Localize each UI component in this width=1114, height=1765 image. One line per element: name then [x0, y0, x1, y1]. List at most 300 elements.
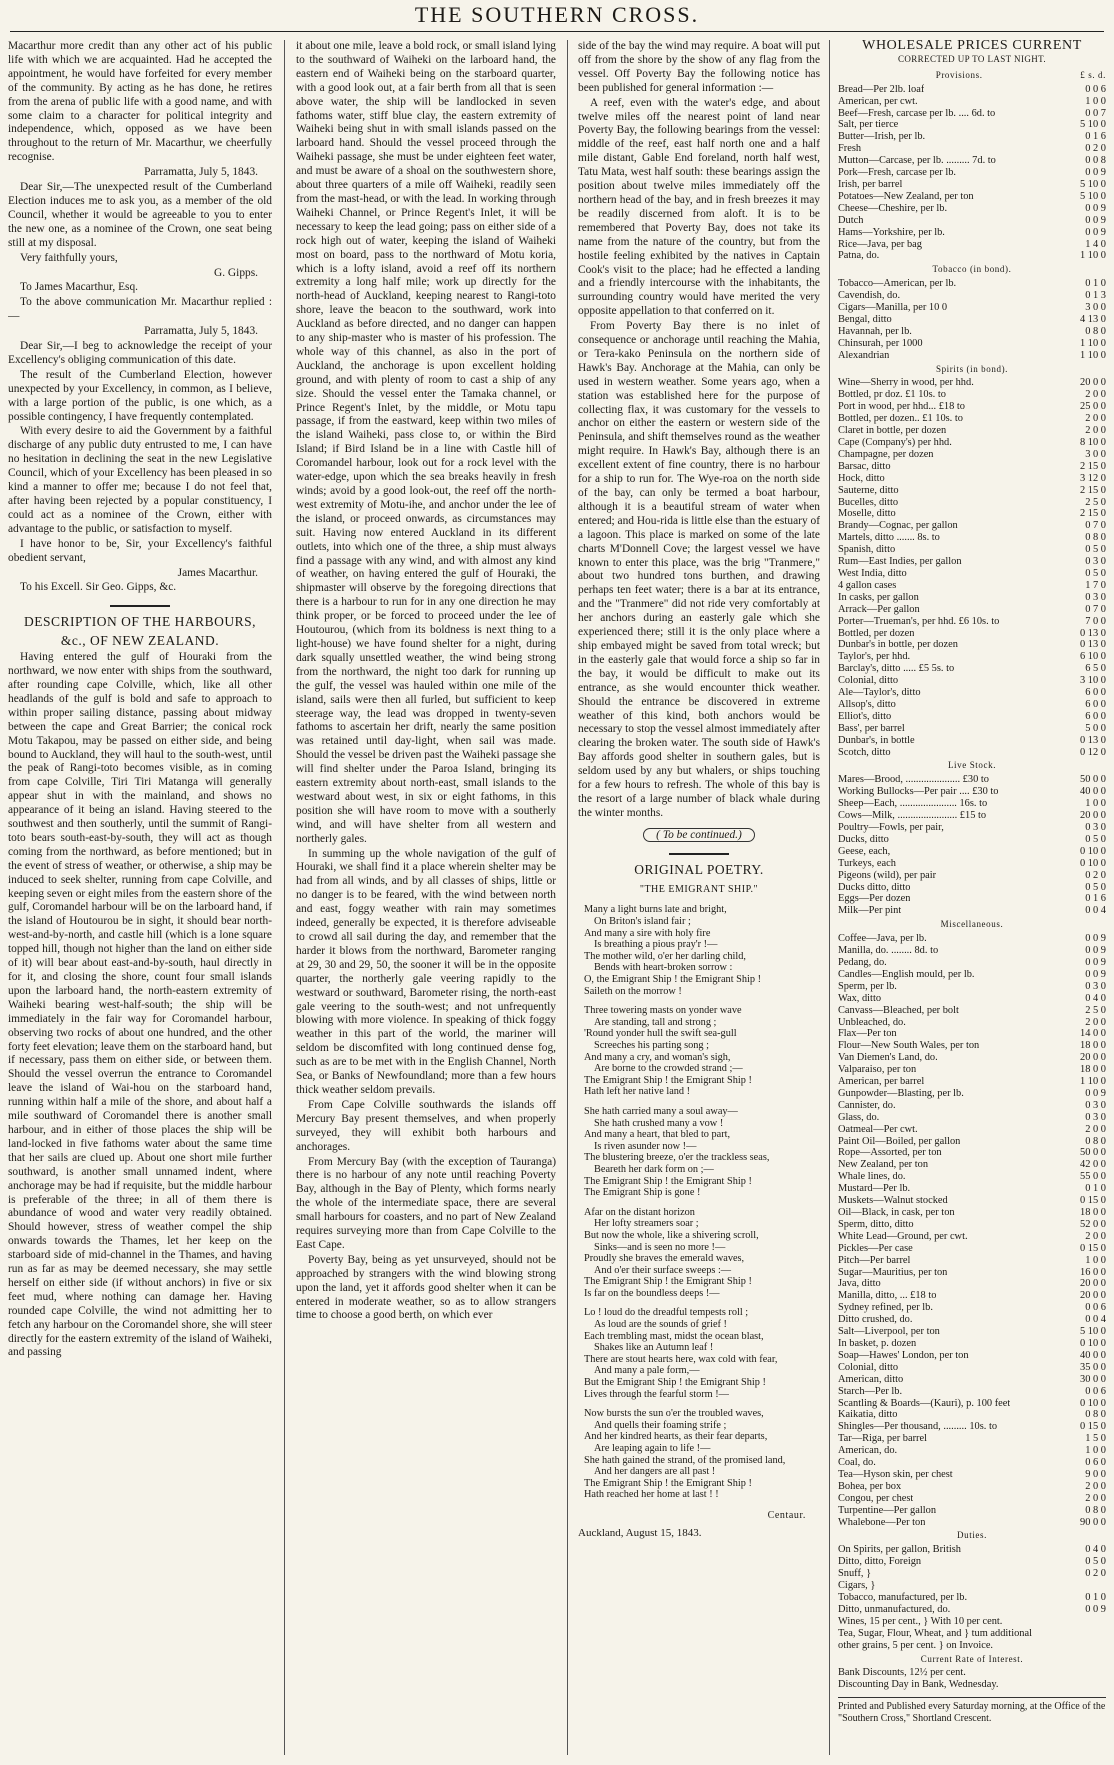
- price-value: 0 3 0: [1085, 1099, 1106, 1111]
- column-divider: [284, 40, 285, 1755]
- price-row: [838, 1493, 1106, 1505]
- price-row: [838, 473, 1106, 485]
- poem-line: She hath gained the strand, of the promised land,: [584, 1454, 786, 1466]
- price-item: other grains, 5 per cent. } on Invoice.: [838, 1639, 994, 1651]
- poem-line: Hath left her native land !: [584, 1086, 691, 1098]
- price-item: Patna, do.: [838, 250, 880, 262]
- price-value: 0 0 8: [1085, 155, 1106, 167]
- price-value: 20 0 0: [1080, 1278, 1106, 1290]
- price-row: [838, 425, 1106, 437]
- poem-line: And many a pale form,—: [594, 1365, 700, 1377]
- price-item: Glass, do.: [838, 1111, 880, 1123]
- price-value: 0 3 0: [1085, 980, 1106, 992]
- section-duties: Duties.: [957, 1530, 987, 1541]
- price-item: Whalebone—Per ton: [838, 1516, 926, 1528]
- price-value: 1 0 0: [1085, 798, 1106, 810]
- price-row: [838, 1556, 1106, 1568]
- price-item: Candles—English mould, per lb.: [838, 968, 975, 980]
- price-row: [838, 1517, 1106, 1529]
- price-value: 0 2 0: [1085, 869, 1106, 881]
- price-row: [838, 302, 1106, 314]
- price-value: 0 1 0: [1085, 1183, 1106, 1195]
- price-row: [838, 1112, 1106, 1124]
- poem-line: There are stout hearts here, wax cold with fear,: [584, 1353, 778, 1365]
- price-item: Tobacco, manufactured, per lb.: [838, 1592, 968, 1603]
- price-row: [838, 544, 1106, 556]
- price-row: [838, 893, 1106, 905]
- price-value: 0 0 9: [1085, 214, 1106, 226]
- letter-closing: Very faithfully yours,: [20, 251, 118, 264]
- price-value: 0 0 9: [1085, 968, 1106, 980]
- price-row: [838, 227, 1106, 239]
- price-row: [838, 639, 1106, 651]
- price-item: Shingles—Per thousand, ......... 10s. to: [838, 1421, 998, 1433]
- article-subheading: &c., OF NEW ZEALAND.: [60, 633, 220, 649]
- price-value: 2 0 0: [1085, 425, 1106, 437]
- price-row: [838, 1100, 1106, 1112]
- interest-line: Bank Discounts, 12½ per cent.: [838, 1667, 966, 1679]
- price-item: Beef—Fresh, carcase per lb. .... 6d. to: [838, 107, 996, 119]
- price-item: Bottled, per dozen.. £1 10s. to: [838, 413, 963, 425]
- price-value: 1 10 0: [1080, 349, 1106, 361]
- price-item: In casks, per gallon: [838, 591, 919, 603]
- price-item: Valparaiso, per ton: [838, 1064, 917, 1076]
- price-row: [838, 1207, 1106, 1219]
- price-item: Chinsurah, per 1000: [838, 337, 923, 349]
- price-item: Tea, Sugar, Flour, Wheat, and } tum additional: [838, 1627, 1032, 1639]
- price-value: [1102, 1616, 1106, 1628]
- price-item: Congou, per chest: [838, 1492, 914, 1504]
- price-item: American, per cwt.: [838, 95, 918, 107]
- poem-line: The Emigrant Ship is gone !: [584, 1187, 701, 1199]
- price-value: 0 5 0: [1085, 567, 1106, 579]
- price-value: 0 2 0: [1085, 143, 1106, 155]
- price-row: [838, 239, 1106, 251]
- poem-dateline: Auckland, August 15, 1843.: [578, 1526, 702, 1539]
- letter-paragraph: Dear Sir,—I beg to acknowledge the receipt of your Excellency's obliging communication of this date.: [8, 340, 272, 366]
- price-item: Geese, each,: [838, 845, 891, 857]
- poem-stanza: [578, 1005, 820, 1098]
- price-row: [838, 663, 1106, 675]
- price-row: [838, 215, 1106, 227]
- price-row: [838, 1183, 1106, 1195]
- price-value: 6 0 0: [1085, 698, 1106, 710]
- price-list: [838, 278, 1106, 361]
- price-item: Muskets—Walnut stocked: [838, 1195, 948, 1207]
- price-value: 0 2 0: [1085, 1568, 1106, 1580]
- column-3: [578, 40, 820, 1760]
- price-row: [838, 1088, 1106, 1100]
- imprint-footer: Printed and Published every Saturday morning, at the Office of the "Southern Cross," Shortland Crescent.: [838, 1697, 1106, 1724]
- price-item: Alexandrian: [838, 349, 890, 361]
- price-value: 35 0 0: [1080, 1361, 1106, 1373]
- poem-line: Bends with heart-broken sorrow :: [594, 962, 733, 974]
- price-value: 9 0 0: [1085, 1468, 1106, 1480]
- price-item: White Lead—Ground, per cwt.: [838, 1230, 968, 1242]
- poem-line: Is riven asunder now !—: [594, 1140, 697, 1152]
- price-item: Spanish, ditto: [838, 544, 896, 556]
- poem-stanza: [578, 904, 820, 997]
- price-row: [838, 1124, 1106, 1136]
- price-value: 55 0 0: [1080, 1171, 1106, 1183]
- price-item: Cheese—Cheshire, per lb.: [838, 202, 948, 214]
- price-item: Scantling & Boards—(Kauri), p. 100 feet: [838, 1397, 1011, 1409]
- poem-stanza: [578, 1207, 820, 1300]
- price-item: Snuff, }: [838, 1568, 872, 1580]
- price-item: Bucelles, ditto: [838, 496, 899, 508]
- price-item: Bottled, pr doz. £1 10s. to: [838, 389, 946, 401]
- price-item: Hock, ditto: [838, 472, 885, 484]
- article-paragraph: it about one mile, leave a bold rock, or small island lying to the southward of Waiheki on the larboard hand, the eastern end of Waiheki being on the starboard quarter, with a good look out, at a fair berth from all that is seen above water, the ship will be landlocked in seven fathoms water, stiff blue clay, the eastern extremity of Waiheki being shut in with small islands passed on the larboard hand. Should the vessel proceed through the Waiheki passage, she must be under eighteen feet water, and must be aware of a shoal on the southwestern shore, about three quarters of a mile off Waiheki, readily seen from the mast-head, or with the lead. In working through Waiheki Channel, or Prince Regent's Inlet, it will be necessary to keep the lead going; pass on either side of a rock high out of water, keeping the island of Waiheki most on board, pass to the northward of Motu koria, which is a lofty island, avoid a reef off its northern extremity a long half mile; work up directly for the north-head of Auckland, keeping nearest to Rangi-toto shore, leave the beacon to the southward, work into Auckland as before directed, and no danger can happen to any ship-master who is master of his profession. The whole way of this channel, as also in the port of Auckland, the anchorage is upon excellent holding ground, and with plenty of room to cast a ship of any size. Should the vessel enter the Tamaka channel, or Prince Regent's Inlet, by the middle, or Motu tapu passage, if from the eastward, keep within two miles of the island Waiheki, pass close to, or within the Bird Island; if Bird Island be in a line with Castle hill of Coromandel harbour, look out for a rock level with the water-edge, upon which the sea breaks heavily in fresh winds; avoid by a good look-out, the reef off the north-west extremity of Motu-ihe, and anchor under the lee of the island, or proceed onwards, as circumstances may suit. Having now entered Auckland in its different outlets, into which one of the three, a ship must always find a passage with any wind, and with almost any kind of weather, on having entered the gulf of Houraki, the shipmaster will observe by the foregoing directions that there is a harbour to run for in any one direction he may think proper, or be forced to proceed under the lee of Houtourou, (which from its boldness is next thing to a light-house) we have found shelter for a night, during dark squally unsettled weather, the wind being strong from the northward, the night too dark for running up the gulf, the vessel was hauled within one mile of the island, sails were then all furled, but sufficient to keep steerage way, the lead was dropped in twenty-seven fathoms to ascertain her drift, nearly the same position was retained until day-light, when sail was made. Should the vessel be driven past the Waiheki passage she will find shelter under the Paroa Island, bringing its eastern extremity about north-east, small islands to the westward about west, in six or eight fathoms, in this position she will have room to move with a southerly wind, and will have shelter from all western and northerly gales.: [296, 40, 556, 845]
- price-value: 0 3 0: [1085, 591, 1106, 603]
- price-value: 40 0 0: [1080, 786, 1106, 798]
- masthead-rule: [10, 31, 1104, 32]
- masthead-title: THE SOUTHERN CROSS.: [414, 2, 700, 27]
- poem-title: "THE EMIGRANT SHIP.": [639, 883, 759, 895]
- price-value: [1102, 1628, 1106, 1640]
- price-value: 6 0 0: [1085, 687, 1106, 699]
- price-row: [838, 933, 1106, 945]
- article-paragraph: In summing up the whole navigation of the gulf of Houraki, we shall find it a place wherein shelter may be had from all winds, and by all classes of ships, little or no danger is to be feared, with the wind between north and east, foggy weather with rain may sometimes indeed, generally be expected, it is therefore adviseable to crowd all sail during the day, and remember that the harder it blows from the northward, Barometer ranging at 29, 30 and 29, 50, the sooner it will be in the opposite quarter, the northerly gale veering rapidly to the westward or southward, Barometer rising, the north-east gale veering to the south-west; and not unfrequently blowing with more violence. In speaking of thick foggy weather in this part of the world, the mariner will seldom be discomfited with long continued dense fog, such as are to be met with in the English Channel, North Sea, or Banks of Newfoundland; more than a few hours thick weather seldom prevails.: [296, 847, 556, 1096]
- price-value: 0 3 0: [1085, 1111, 1106, 1123]
- price-row: [838, 747, 1106, 759]
- price-item: Unbleached, do.: [838, 1016, 906, 1028]
- price-row: [838, 699, 1106, 711]
- price-value: 0 8 0: [1085, 1504, 1106, 1516]
- price-value: 0 1 3: [1085, 290, 1106, 302]
- price-row: [838, 449, 1106, 461]
- poem-signature: Centaur.: [767, 1509, 806, 1521]
- price-row: [838, 882, 1106, 894]
- price-item: Scotch, ditto: [838, 746, 891, 758]
- price-value: 18 0 0: [1080, 1040, 1106, 1052]
- price-value: 1 5 0: [1085, 1433, 1106, 1445]
- price-row: [838, 1195, 1106, 1207]
- price-row: [838, 628, 1106, 640]
- price-row: [838, 957, 1106, 969]
- price-value: 18 0 0: [1080, 1207, 1106, 1218]
- price-value: 0 5 0: [1085, 833, 1106, 845]
- price-value: 20 0 0: [1080, 810, 1106, 822]
- price-item: Hams—Yorkshire, per lb.: [838, 226, 945, 238]
- price-value: 16 0 0: [1080, 1266, 1106, 1278]
- price-item: Cigars, }: [838, 1580, 876, 1592]
- price-value: 2 15 0: [1080, 508, 1106, 520]
- price-item: Allsop's, ditto: [838, 698, 896, 710]
- article-paragraph: Poverty Bay, being as yet unsurveyed, should not be approached by strangers with the wind blowing strong upon the land, yet it affords good shelter when it can be entered in moderate weather, so as to allow strangers time to choose a good berth, on which ever: [296, 1253, 556, 1322]
- poetry-heading: ORIGINAL POETRY.: [634, 861, 764, 877]
- poem-line: And many a cry, and woman's sigh,: [584, 1051, 731, 1063]
- poem-line: Hath reached her home at last ! !: [584, 1489, 719, 1501]
- price-value: 0 10 0: [1080, 1397, 1106, 1409]
- price-value: 0 1 0: [1085, 278, 1106, 290]
- price-row: [838, 1544, 1106, 1556]
- price-item: Oil—Black, in cask, per ton: [838, 1207, 955, 1218]
- poem-stanza: [578, 1106, 820, 1199]
- price-value: [1102, 1640, 1106, 1652]
- poem-line: And many a heart, that bled to part,: [584, 1129, 731, 1141]
- price-value: 5 0 0: [1085, 722, 1106, 734]
- price-row: [838, 461, 1106, 473]
- price-row: [838, 1267, 1106, 1279]
- price-row: [838, 203, 1106, 215]
- price-value: [1102, 1580, 1106, 1592]
- price-item: Starch—Per lb.: [838, 1385, 903, 1397]
- price-item: Rice—Java, per bag: [838, 238, 922, 250]
- price-row: [838, 1017, 1106, 1029]
- poem-line: The Emigrant Ship ! the Emigrant Ship !: [584, 1477, 752, 1489]
- interest-line: Discounting Day in Bank, Wednesday.: [838, 1679, 999, 1691]
- price-value: 2 0 0: [1085, 1230, 1106, 1242]
- price-value: 40 0 0: [1080, 1349, 1106, 1361]
- prices-title: WHOLESALE PRICES CURRENT: [862, 40, 1082, 53]
- price-item: In basket, p. dozen: [838, 1337, 917, 1349]
- price-row: [838, 1433, 1106, 1445]
- price-value: 0 6 0: [1085, 1457, 1106, 1469]
- price-item: Manilla, do. ........ 8d. to: [838, 945, 939, 957]
- price-value: 2 0 0: [1085, 1123, 1106, 1135]
- price-item: Turkeys, each: [838, 857, 896, 869]
- price-list: [838, 377, 1106, 758]
- price-row: [838, 338, 1106, 350]
- price-value: 52 0 0: [1080, 1218, 1106, 1230]
- article-paragraph: From Mercury Bay (with the exception of Tauranga) there is no harbour of any note until reaching Poverty Bay, although in the Bay of Plenty, which forms nearly the whole of the intermediate space, there are several small harbours for coasters, and no part of New Zealand requires surveying more than from Cape Colville to the East Cape.: [296, 1155, 556, 1251]
- price-item: 4 gallon cases: [838, 579, 897, 591]
- price-list: [838, 84, 1106, 263]
- price-row: [838, 131, 1106, 143]
- price-row: [838, 798, 1106, 810]
- price-value: 5 10 0: [1080, 119, 1106, 131]
- letter-paragraph: The result of the Cumberland Election, however unexpected by your Excellency, in common, as I believe, with a large portion of the public, is one which, as a possible contingency, I have frequently contemplated.: [8, 368, 272, 423]
- price-value: 0 0 9: [1085, 226, 1106, 238]
- price-row: [838, 1350, 1106, 1362]
- poem-line: O, the Emigrant Ship ! the Emigrant Ship !: [584, 974, 762, 986]
- price-row: [838, 1469, 1106, 1481]
- poem-line: She hath carried many a soul away—: [584, 1105, 738, 1117]
- poem-line: As loud are the sounds of grief !: [594, 1319, 727, 1331]
- price-item: West India, ditto: [838, 567, 907, 579]
- price-row: [838, 556, 1106, 568]
- price-item: Turpentine—Per gallon: [838, 1504, 937, 1516]
- price-row: [838, 580, 1106, 592]
- letter-paragraph: I have honor to be, Sir, your Excellency's faithful obedient servant,: [8, 537, 272, 564]
- continued-notice: [578, 829, 820, 843]
- poem-line: Shakes like an Autumn leaf !: [594, 1342, 714, 1354]
- price-item: Bass', per barrel: [838, 722, 905, 734]
- price-value: 1 0 0: [1085, 1254, 1106, 1266]
- price-row: [838, 1231, 1106, 1243]
- price-value: 20 0 0: [1080, 1290, 1106, 1302]
- price-value: 30 0 0: [1080, 1373, 1106, 1385]
- price-row: [838, 108, 1106, 120]
- letter-signature: James Macarthur.: [177, 566, 258, 579]
- price-row: [838, 651, 1106, 663]
- letter-addressee: To James Macarthur, Esq.: [20, 281, 138, 294]
- column-divider: [567, 40, 568, 1755]
- price-row: [838, 1076, 1106, 1088]
- price-item: Pigeons (wild), per pair: [838, 869, 937, 881]
- price-row: [838, 350, 1106, 362]
- price-value: 42 0 0: [1080, 1159, 1106, 1171]
- price-list: [838, 1544, 1106, 1651]
- price-row: [838, 532, 1106, 544]
- price-row: [838, 1243, 1106, 1255]
- price-value: 0 0 9: [1085, 167, 1106, 179]
- price-item: American, do.: [838, 1445, 898, 1457]
- price-item: Pork—Fresh, carcase per lb.: [838, 167, 957, 179]
- price-row: [838, 1445, 1106, 1457]
- price-row: [838, 1580, 1106, 1592]
- price-row: [838, 1040, 1106, 1052]
- price-value: 8 10 0: [1080, 437, 1106, 448]
- price-item: Tobacco—American, per lb.: [838, 278, 957, 290]
- prices-current-column: [838, 40, 1106, 1760]
- price-value: 0 10 0: [1080, 1337, 1106, 1349]
- poem-line: 'Round yonder hull the swift sea-gull: [584, 1028, 737, 1040]
- article-heading: DESCRIPTION OF THE HARBOURS,: [23, 614, 257, 630]
- price-value: 3 0 0: [1085, 448, 1106, 460]
- price-value: 6 0 0: [1085, 710, 1106, 722]
- price-value: 0 0 9: [1085, 202, 1106, 214]
- poem-line: The blustering breeze, o'er the trackless seas,: [584, 1152, 770, 1164]
- price-row: [838, 945, 1106, 957]
- price-item: Mustard—Per lb.: [838, 1183, 911, 1195]
- price-row: [838, 1592, 1106, 1604]
- price-row: [838, 675, 1106, 687]
- price-row: [838, 508, 1106, 520]
- price-item: Gunpowder—Blasting, per lb.: [838, 1087, 964, 1099]
- price-value: 2 15 0: [1080, 460, 1106, 472]
- price-item: Paint Oil—Boiled, per gallon: [838, 1135, 961, 1147]
- price-value: 0 13 0: [1080, 627, 1106, 639]
- poem-line: But the Emigrant Ship ! the Emigrant Ship !: [584, 1377, 766, 1389]
- price-value: 0 15 0: [1080, 1242, 1106, 1254]
- price-row: [838, 1481, 1106, 1493]
- poem-line: And her kindred hearts, as their fear departs,: [584, 1431, 768, 1443]
- price-row: [838, 437, 1106, 449]
- price-row: [838, 616, 1106, 628]
- price-row: [838, 1398, 1106, 1410]
- poem-line: Afar on the distant horizon: [584, 1206, 695, 1218]
- price-row: [838, 191, 1106, 203]
- price-row: [838, 858, 1106, 870]
- price-row: [838, 993, 1106, 1005]
- poem-line: Her lofty streamers soar ;: [594, 1218, 699, 1230]
- price-item: Arrack—Per gallon: [838, 603, 920, 615]
- price-item: American, ditto: [838, 1373, 904, 1385]
- price-value: 0 0 9: [1085, 1087, 1106, 1099]
- poem-line: The mother wild, o'er her darling child,: [584, 950, 746, 962]
- price-value: 3 12 0: [1080, 472, 1106, 484]
- price-row: [838, 520, 1106, 532]
- article-paragraph: Having entered the gulf of Houraki from the northward, we now enter with ships from the southward, after rounding cape Colville, which, like all other headlands of the gulf is bold and safe to approach to within proper sailing distance, passing about midway between the cape and Great Barrier; the conical rock Motu Takapou, may be passed on either side, and being bound to Auckland, they will haul to the south-west, until the peak of Rangi-toto becomes visible, as in coming from cape Colville, Tiri Tiri Matanga will generally appear shut in with the mainland, and shows no appearance of it being an island. Having steered to the southwest and then southerly, until the summit of Rangi-toto bears south-east-by-south, they will act as though coming from the northward, as before mentioned; but in the event of stress of weather, or otherwise, a ship may be induced to seek shelter, running from cape Colville, and keeping seven or eight miles from the eastern shore of the gulf, Coromandel harbour will be on the larboard hand, if the island of Houtourou be in sight, it should bear north-west-and-by-north, and castle hill (which is a lone square topped hill, though not higher than the land on either side of it) will bear about east-and-by-south, haul directly in for it, and closing the shore, count four small islands upon the larboard hand, the north-eastern extremity of Waiheki bearing west-half-south; the ship will be immediately in the fair way for Coromandel harbour, observing two rocks of about one hundred, and the other forty feet elevation; leave them on the starboard hand, but if necessary, pass them on either side, or between them. Should the vessel overrun the entrance to Coromandel leave the island of Wai-hou on the starboard hand, running within half a mile of the shore, and about half a mile southward of Coromandel there is another small harbour, and in either of those places the ship will be land-locked in five fathoms water about the same time that her sails are clued up. About one short mile further southward, is another small unnamed indent, where anchorage may be had if requisite, but the middle harbour is preferable of the three; in all of them there is abundance of wood and water very readily obtained. Should however, stress of weather compel the ship onwards towards the Thames, let her keep on the starboard side of mid-channel in the Thames, and having run as far as may be deemed necessary, she may settle herself on either side (if without anchors) in five or six feet mud, where nothing can damage her. Having rounded cape Colville, the wind not admitting her to fetch any harbour on the Coromandel shore, she will steer directly for the eastern extremity of the island of Waiheki, and passing: [8, 651, 272, 1359]
- poem-line: On Briton's island fair ;: [594, 916, 691, 928]
- price-row: [838, 401, 1106, 413]
- price-row: [838, 278, 1106, 290]
- price-row: [838, 497, 1106, 509]
- price-item: Ale—Taylor's, ditto: [838, 687, 921, 699]
- article-paragraph: Macarthur more credit than any other act of his public life with which we are acquainted. Had he accepted the appointment, he would have forfeited for every member of the community. By acting as he has done, he retires from the arena of public life with a good name, and with some claim to a character for political integrity and independence, which, opposed as we have been throughout to the return of Mr. Macarthur, we cheerfully recognise.: [8, 40, 272, 164]
- price-item: Tar—Riga, per barrel: [838, 1433, 927, 1445]
- price-item: Coffee—Java, per lb.: [838, 933, 927, 945]
- price-item: Butter—Irish, per lb.: [838, 131, 926, 143]
- price-row: [838, 1568, 1106, 1580]
- price-item: Sugar—Mauritius, per ton: [838, 1266, 948, 1278]
- price-value: 90 0 0: [1080, 1516, 1106, 1528]
- price-item: Rum—East Indies, per gallon: [838, 556, 962, 568]
- price-row: [838, 1604, 1106, 1616]
- price-row: [838, 1640, 1106, 1652]
- price-value: 1 0 0: [1085, 95, 1106, 107]
- price-row: [838, 1616, 1106, 1628]
- price-item: New Zealand, per ton: [838, 1159, 929, 1171]
- section-rule: [669, 853, 729, 855]
- price-value: 0 0 9: [1085, 933, 1106, 945]
- price-item: Milk—Per pint: [838, 905, 902, 917]
- price-row: [838, 1219, 1106, 1231]
- price-item: Ditto, unmanufactured, do.: [838, 1603, 951, 1615]
- price-item: Kaikatia, ditto: [838, 1409, 898, 1421]
- price-row: [838, 1326, 1106, 1338]
- poem-line: Three towering masts on yonder wave: [584, 1005, 742, 1017]
- section-interest: Current Rate of Interest.: [920, 1653, 1024, 1664]
- section-tobacco: Tobacco (in bond).: [932, 264, 1012, 275]
- price-item: Canvass—Bleached, per bolt: [838, 1004, 959, 1016]
- price-item: Taylor's, per hhd.: [838, 651, 911, 663]
- price-item: Colonial, ditto: [838, 1361, 899, 1373]
- price-item: Wines, 15 per cent., } With 10 per cent.: [838, 1615, 1003, 1627]
- price-row: [838, 592, 1106, 604]
- price-item: On Spirits, per gallon, British: [838, 1544, 961, 1556]
- price-item: Cape (Company's) per hhd.: [838, 437, 952, 448]
- poem-line: Sinks—and is seen no more !—: [594, 1241, 726, 1253]
- poem-line: Is breathing a pious pray'r !—: [594, 939, 718, 951]
- price-row: [838, 1374, 1106, 1386]
- poem-line: Lo ! loud do the dreadful tempests roll ;: [584, 1307, 749, 1319]
- price-item: Pitch—Per barrel: [838, 1254, 911, 1266]
- poem-line: The Emigrant Ship ! the Emigrant Ship !: [584, 1276, 752, 1288]
- poem-line: Are standing, tall and strong ;: [594, 1016, 717, 1028]
- price-value: 20 0 0: [1080, 377, 1106, 389]
- price-row: [838, 389, 1106, 401]
- price-item: Ditto crushed, do.: [838, 1314, 913, 1326]
- price-value: 6 5 0: [1085, 663, 1106, 675]
- price-item: Bohea, per box: [838, 1480, 902, 1492]
- price-value: 1 10 0: [1080, 1076, 1106, 1088]
- price-row: [838, 1255, 1106, 1267]
- price-item: Wine—Sherry in wood, per hhd.: [838, 377, 974, 389]
- poem-line: Each trembling mast, midst the ocean blast,: [584, 1330, 764, 1342]
- price-value: 5 10 0: [1080, 178, 1106, 190]
- poem-line: Screeches his parting song ;: [594, 1040, 709, 1051]
- price-value: 0 0 4: [1085, 1314, 1106, 1326]
- price-value: 2 0 0: [1085, 1492, 1106, 1504]
- price-item: Salt, per tierce: [838, 119, 899, 131]
- price-item: Barclay's, ditto ..... £5 5s. to: [838, 663, 955, 675]
- price-value: 25 0 0: [1080, 401, 1106, 413]
- price-row: [838, 822, 1106, 834]
- price-row: [838, 1628, 1106, 1640]
- price-row: [838, 1409, 1106, 1421]
- price-value: 3 0 0: [1085, 302, 1106, 314]
- price-value: 0 13 0: [1080, 734, 1106, 746]
- price-row: [838, 1338, 1106, 1350]
- price-value: 0 12 0: [1080, 746, 1106, 758]
- price-value: 0 7 0: [1085, 603, 1106, 615]
- price-value: 0 15 0: [1080, 1421, 1106, 1433]
- price-item: Bottled, per dozen: [838, 627, 915, 639]
- price-value: 0 0 6: [1085, 83, 1106, 95]
